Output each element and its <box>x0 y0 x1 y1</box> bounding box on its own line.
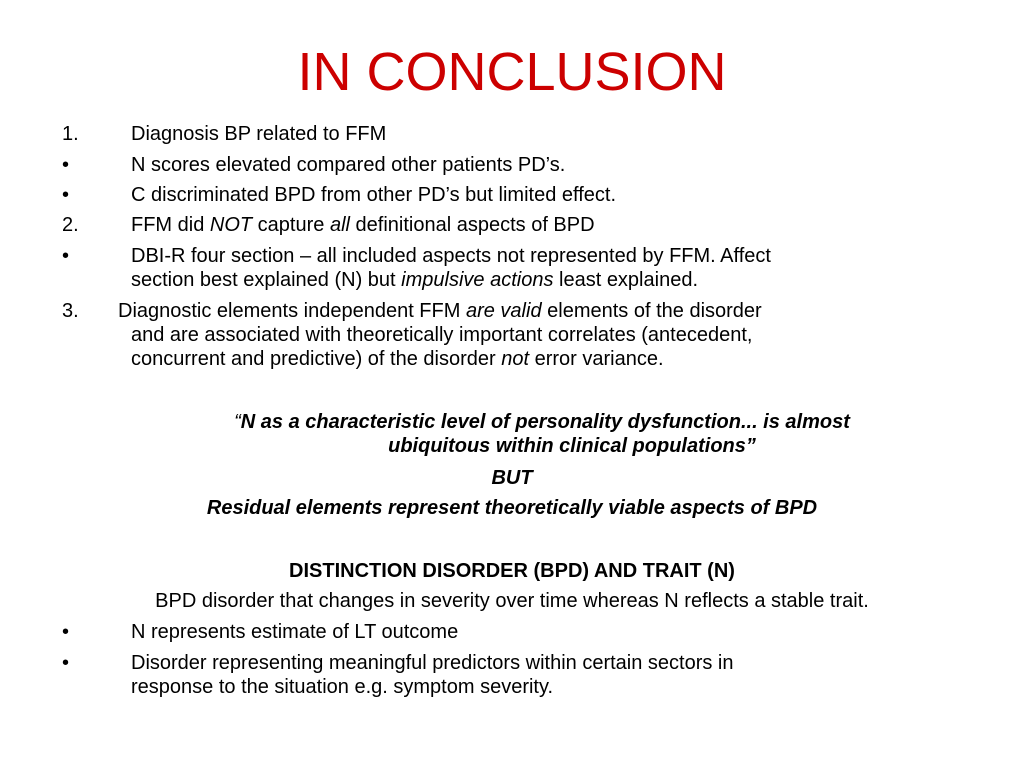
text-run-italic: not <box>501 348 530 370</box>
list-marker: 1. <box>62 123 79 145</box>
item-text-line-1: Disorder representing meaningful predictors within certain sectors in <box>131 652 734 674</box>
text-run: Diagnostic elements independent FFM <box>118 300 466 322</box>
text-run: concurrent and predictive) of the disorder <box>131 348 502 370</box>
list-item-3 <box>62 183 616 207</box>
text-run: least explained. <box>553 269 698 291</box>
bullet-marker: • <box>62 245 70 267</box>
item-text: N scores elevated compared other patients PD’s. <box>131 154 566 176</box>
quote-text: N as a characteristic level of personality dysfunction... is almost <box>240 411 850 433</box>
text-run: definitional aspects of BPD <box>349 214 595 236</box>
item-text <box>131 213 595 237</box>
text-run-italic: NOT <box>209 214 253 236</box>
list-item-4 <box>62 213 595 237</box>
item-text: Diagnosis BP related to FFM <box>131 123 387 145</box>
quote-open-mark: “ <box>234 411 241 433</box>
distinction-bullet-1 <box>62 620 459 644</box>
text-run: FFM did <box>131 214 210 236</box>
item-text-line-2: response to the situation e.g. symptom severity. <box>131 676 554 698</box>
distinction-heading: DISTINCTION DISORDER (BPD) AND TRAIT (N) <box>289 560 735 582</box>
list-marker: 3. <box>62 300 79 322</box>
distinction-summary: BPD disorder that changes in severity over time whereas N reflects a stable trait. <box>155 590 869 612</box>
text-run: elements of the disorder <box>541 300 762 322</box>
bullet-marker: • <box>62 184 70 206</box>
quote-line-1 <box>0 410 1024 434</box>
item-text-line-2: and are associated with theoretically important correlates (antecedent, <box>131 324 753 346</box>
bullet-marker: • <box>62 621 70 643</box>
list-item-6 <box>62 299 762 371</box>
text-run: capture <box>252 214 330 236</box>
text-run-italic: impulsive actions <box>401 269 554 291</box>
text-run: error variance. <box>529 348 664 370</box>
item-text-line-1: DBI-R four section – all included aspects not represented by FFM. Affect <box>131 245 771 267</box>
list-item-2 <box>62 153 566 177</box>
quote-line-2: ubiquitous within clinical populations” <box>388 435 756 457</box>
bullet-marker: • <box>62 154 70 176</box>
item-text-line-2 <box>131 268 771 292</box>
bullet-marker: • <box>62 652 70 674</box>
list-item-1 <box>62 122 387 146</box>
list-marker: 2. <box>62 214 79 236</box>
text-run-italic: all <box>329 214 350 236</box>
residual-text: Residual elements represent theoretically viable aspects of BPD <box>206 497 818 519</box>
item-text: C discriminated BPD from other PD’s but limited effect. <box>131 184 616 206</box>
list-item-5 <box>62 244 771 292</box>
text-run-italic: are valid <box>465 300 542 322</box>
but-text: BUT <box>491 467 533 489</box>
text-run: section best explained (N) but <box>131 269 402 291</box>
item-text-line-1 <box>118 299 762 323</box>
item-text-line-3 <box>131 347 762 371</box>
distinction-bullet-2 <box>62 651 734 699</box>
slide-title: IN CONCLUSION <box>297 42 727 102</box>
item-text: N represents estimate of LT outcome <box>131 621 459 643</box>
